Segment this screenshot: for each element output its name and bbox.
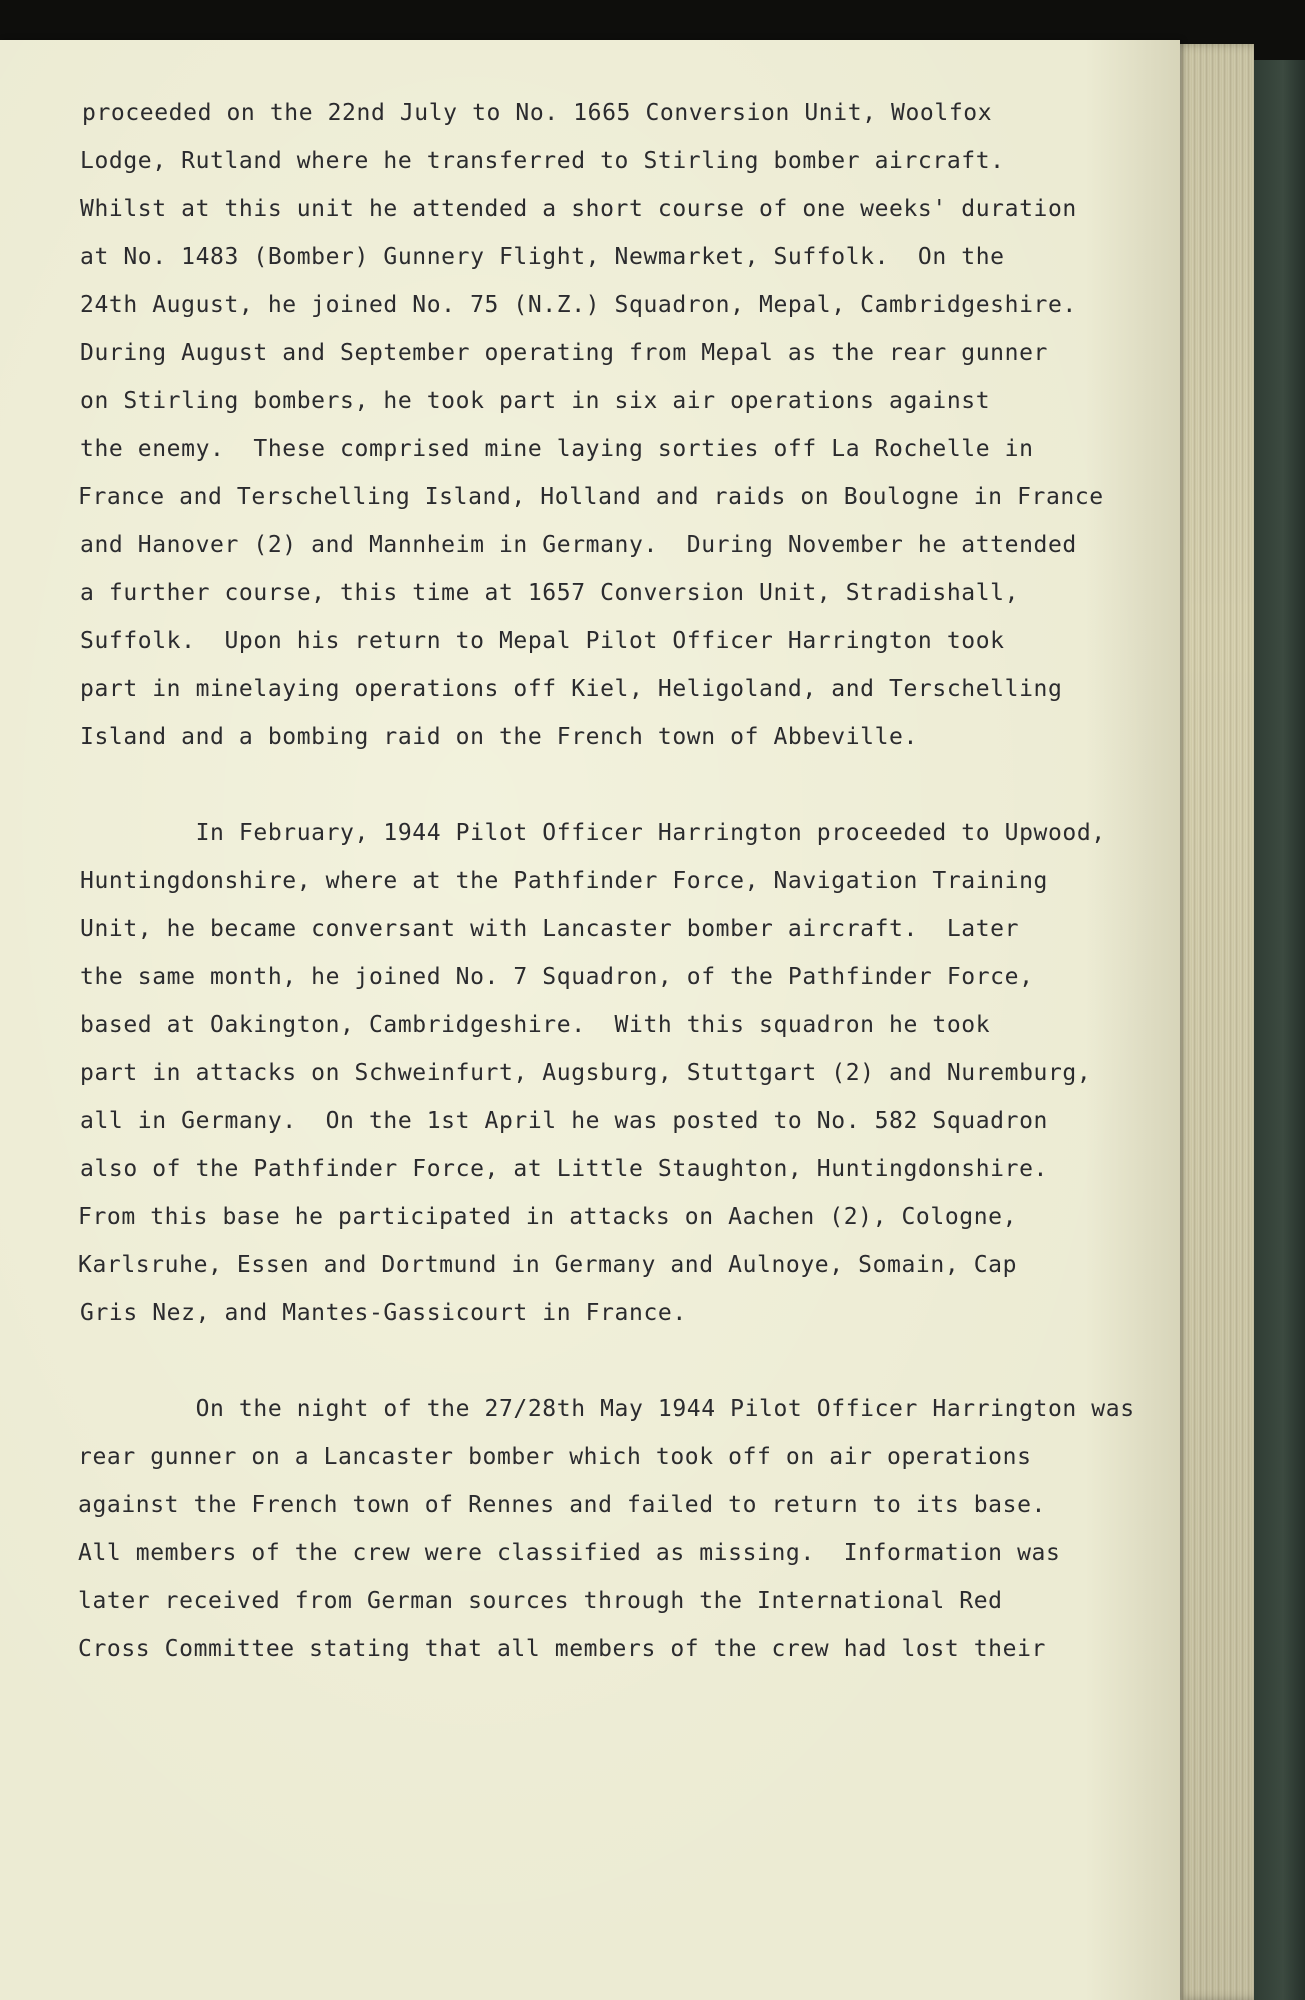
text-line: all in Germany. On the 1st April he was posted to No. 582 Squadron (80, 1108, 1048, 1134)
text-line: Suffolk. Upon his return to Mepal Pilot Officer Harrington took (80, 628, 1005, 654)
text-line: also of the Pathfinder Force, at Little Staughton, Huntingdonshire. (80, 1156, 1048, 1182)
text-line: proceeded on the 22nd July to No. 1665 Conversion Unit, Woolfox (82, 100, 993, 126)
text-line: In February, 1944 Pilot Officer Harrington proceeded to Upwood, (80, 820, 1106, 846)
text-line: based at Oakington, Cambridgeshire. With this squadron he took (80, 1012, 991, 1038)
text-line: On the night of the 27/28th May 1944 Pilot Officer Harrington was (80, 1396, 1135, 1422)
text-line: Lodge, Rutland where he transferred to Stirling bomber aircraft. (80, 148, 1005, 174)
text-line: Cross Committee stating that all members of the crew had lost their (78, 1636, 1046, 1662)
text-line: Island and a bombing raid on the French town of Abbeville. (80, 724, 918, 750)
text-line: France and Terschelling Island, Holland and raids on Boulogne in France (78, 484, 1104, 510)
text-line: on Stirling bombers, he took part in six air operations against (80, 388, 991, 414)
text-line: Gris Nez, and Mantes-Gassicourt in France. (80, 1300, 687, 1326)
text-line: the same month, he joined No. 7 Squadron, of the Pathfinder Force, (80, 964, 1034, 990)
text-line: the enemy. These comprised mine laying sorties off La Rochelle in (80, 436, 1034, 462)
text-line: Huntingdonshire, where at the Pathfinder Force, Navigation Training (80, 868, 1048, 894)
text-line: Unit, he became conversant with Lancaster bomber aircraft. Later (80, 916, 1020, 942)
text-line: Karlsruhe, Essen and Dortmund in Germany and Aulnoye, Somain, Cap (78, 1252, 1018, 1278)
page-text (0, 40, 1135, 1662)
text-line: against the French town of Rennes and failed to return to its base. (78, 1492, 1046, 1518)
text-line: 24th August, he joined No. 75 (N.Z.) Squadron, Mepal, Cambridgeshire. (80, 292, 1077, 318)
text-line: During August and September operating from Mepal as the rear gunner (80, 340, 1048, 366)
page-edges (1172, 44, 1254, 2000)
text-line: Whilst at this unit he attended a short course of one weeks' duration (80, 196, 1077, 222)
book-cover-edge (1250, 60, 1305, 2000)
text-line: rear gunner on a Lancaster bomber which took off on air operations (78, 1444, 1032, 1470)
text-line: part in attacks on Schweinfurt, Augsburg, Stuttgart (2) and Nuremburg, (80, 1060, 1092, 1086)
text-line: a further course, this time at 1657 Conversion Unit, Stradishall, (80, 580, 1020, 606)
text-line: later received from German sources through the International Red (78, 1588, 1003, 1614)
typewritten-page (0, 40, 1180, 2000)
text-line: and Hanover (2) and Mannheim in Germany. During November he attended (80, 532, 1077, 558)
text-line: All members of the crew were classified as missing. Information was (78, 1540, 1061, 1566)
text-line: part in minelaying operations off Kiel, Heligoland, and Terschelling (80, 676, 1063, 702)
text-line: at No. 1483 (Bomber) Gunnery Flight, Newmarket, Suffolk. On the (80, 244, 1005, 270)
text-line: From this base he participated in attacks on Aachen (2), Cologne, (78, 1204, 1018, 1230)
